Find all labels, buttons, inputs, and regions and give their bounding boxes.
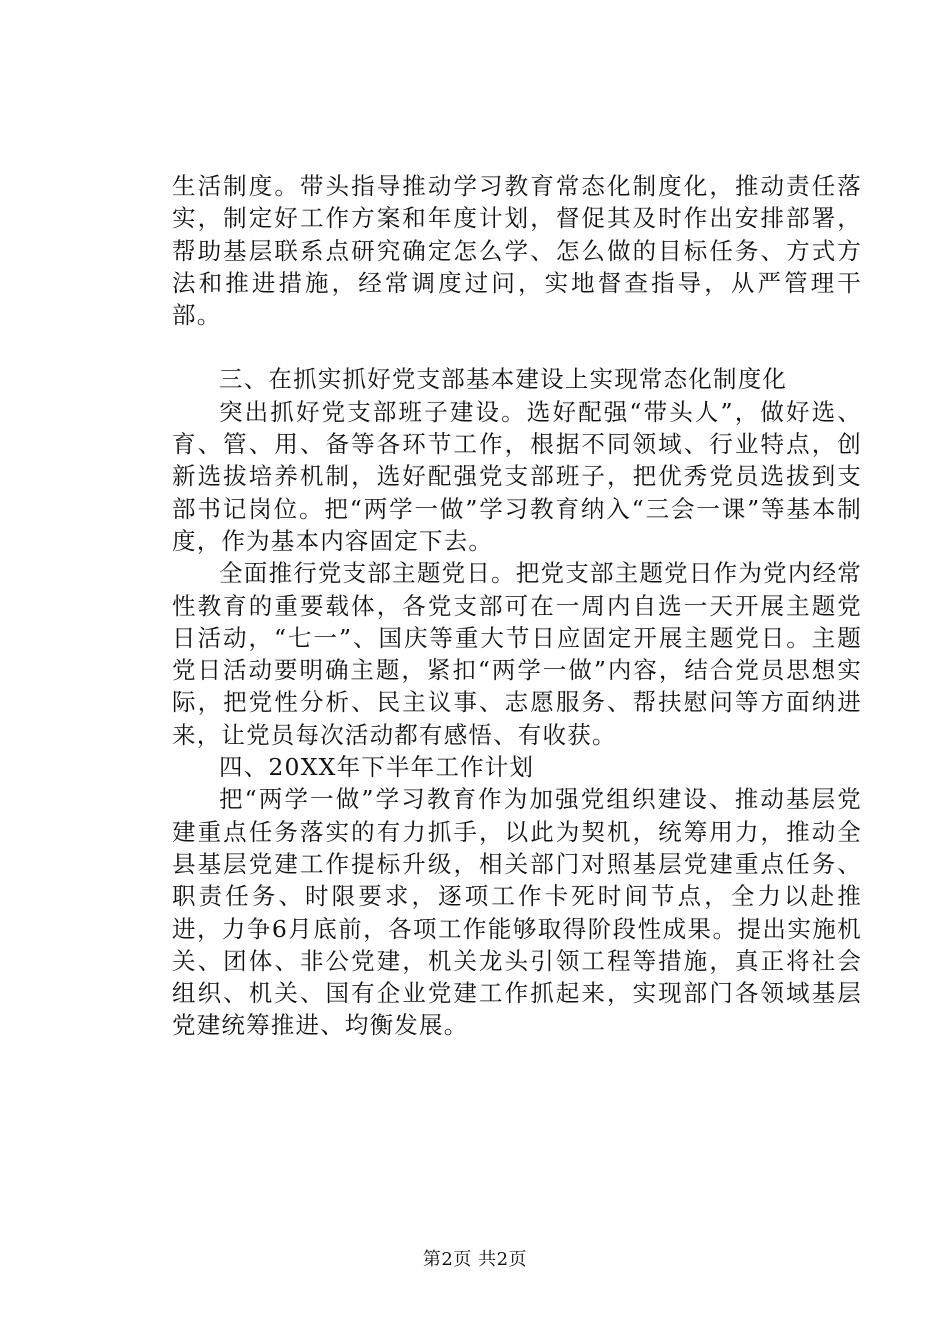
paragraph-work-plan: 把“两学一做”学习教育作为加强党组织建设、推动基层党建重点任务落实的有力抓手，以此为契机，统筹用力，推动全县基层党建工作提标升级，相关部门对照基层党建重点任务、职责任务、时限要求，逐项工作卡死时间节点，全力以赴推进，力争6月底前，各项工作能够取得阶段性成果。提出实施机关、团体、非公党建，机关龙头引领工程等措施，真正将社会组织、机关、国有企业党建工作抓起来，实现部门各领域基层党建统筹推进、均衡发展。 — [172, 785, 862, 1040]
paragraph-spacer — [172, 331, 862, 363]
paragraph-theme-party-day: 全面推行党支部主题党日。把党支部主题党日作为党内经常性教育的重要载体，各党支部可在一周内自选一天开展主题党日活动，“七一”、国庆等重大节日应固定开展主题党日。主题党日活动要明确主题，紧扣“两学一做”内容，结合党员思想实际，把党性分析、民主议事、志愿服务、帮扶慰问等方面纳进来，让党员每次活动都有感悟、有收获。 — [172, 559, 862, 749]
paragraph-continuation: 生活制度。带头指导推动学习教育常态化制度化，推动责任落实，制定好工作方案和年度计划，督促其及时作出安排部署，帮助基层联系点研究确定怎么学、怎么做的目标任务、方式方法和推进措施，经常调度过问，实地督查指导，从严管理干部。 — [172, 172, 862, 330]
section-heading-3: 三、在抓实抓好党支部基本建设上实现常态化制度化 — [219, 365, 788, 394]
section-heading-4: 四、20XX年下半年工作计划 — [219, 753, 535, 782]
document-body — [172, 170, 862, 1042]
page-number-footer: 第2页 共2页 — [422, 1249, 528, 1270]
paragraph-branch-leadership: 突出抓好党支部班子建设。选好配强“带头人”，做好选、育、管、用、备等各环节工作，根据不同领域、行业特点，创新选拔培养机制，选好配强党支部班子，把优秀党员选拔到支部书记岗位。把“两学一做”学习教育纳入“三会一课”等基本制度，作为基本内容固定下去。 — [172, 397, 862, 555]
